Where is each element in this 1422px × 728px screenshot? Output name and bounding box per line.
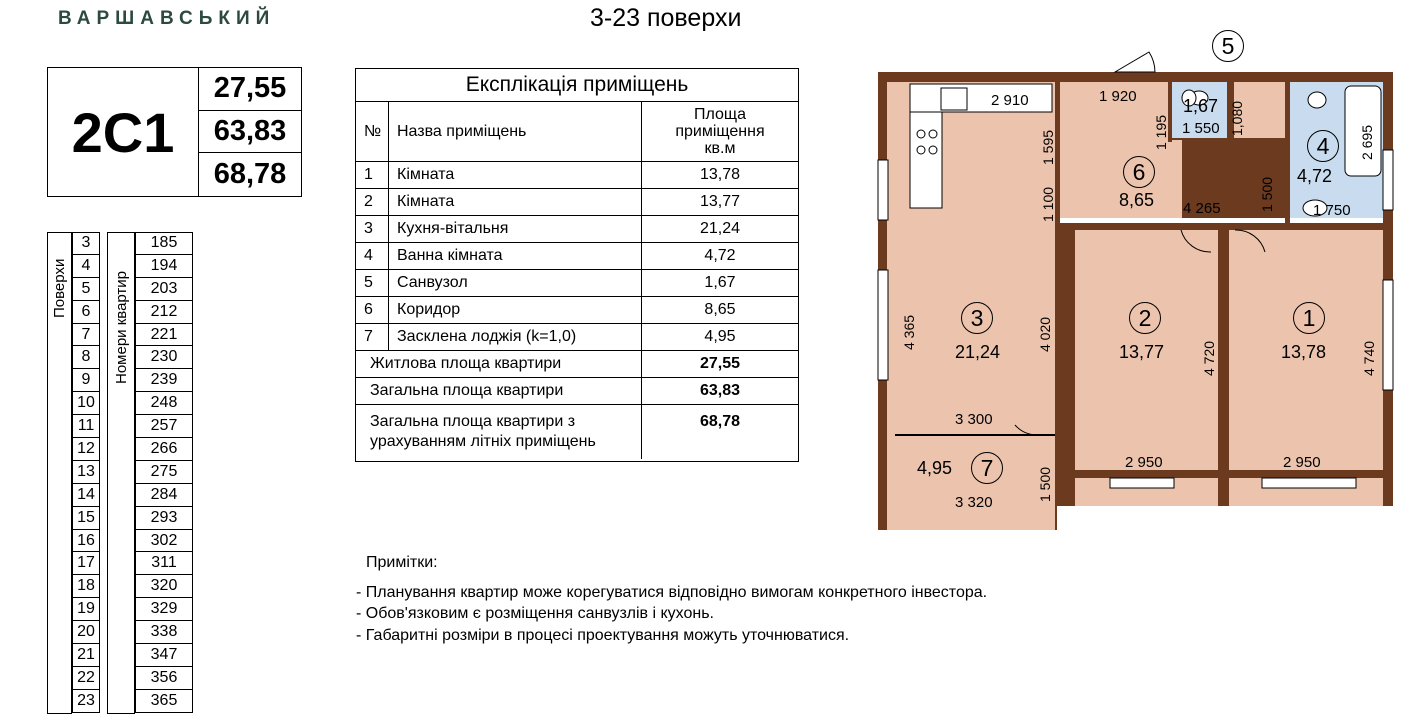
apartment-numbers-column (135, 232, 193, 713)
explication-summary-row (356, 405, 798, 459)
notes-title: Примітки: (366, 554, 438, 571)
room-name: Засклена лоджія (k=1,0) (389, 324, 642, 350)
loggia-area (895, 435, 1055, 532)
room-name: Кімната (389, 162, 642, 188)
dimension-label: 1 195 (1153, 114, 1169, 150)
floor-cell: 9 (73, 369, 99, 392)
inner-wall (1285, 78, 1290, 223)
apartment-code-box (47, 67, 302, 197)
window (1383, 150, 1393, 210)
col-area-header: Площа приміщення кв.м (675, 106, 765, 157)
dimension-label: 4 365 (901, 314, 917, 350)
room-number: 3 (356, 216, 389, 242)
plan-cutout (877, 530, 1057, 540)
room-area: 13,77 (699, 193, 741, 210)
floors-label: Поверхи (51, 258, 68, 318)
dimension-label: 1 750 (1313, 202, 1351, 219)
apartment-number-cell: 329 (136, 598, 192, 621)
total-area-value: 63,83 (199, 111, 301, 154)
room-circle: 2 (1129, 302, 1161, 334)
room-number: 1 (356, 162, 389, 188)
dimension-label: 3 320 (955, 494, 993, 511)
room-area: 4,95 (704, 328, 736, 345)
inner-wall (1182, 138, 1285, 143)
room-number: 4 (356, 243, 389, 269)
explication-table (355, 68, 799, 462)
plan-cutout (1057, 506, 1397, 540)
apartment-number-cell: 356 (136, 667, 192, 690)
room-name: Коридор (389, 297, 642, 323)
floors-table (47, 232, 193, 714)
dimension-label: 1 500 (1037, 466, 1053, 502)
note-item: - Планування квартир може корегуватися відповідно вимогам конкретного інвестора. (356, 583, 988, 601)
dimension-label: 4 265 (1183, 200, 1221, 217)
apartment-number-cell: 302 (136, 530, 192, 553)
dimension-label: 2 695 (1359, 124, 1375, 160)
apartment-number-cell: 257 (136, 415, 192, 438)
room-circle: 7 (971, 452, 1003, 484)
explication-row (356, 216, 798, 243)
explication-header-row (356, 102, 798, 162)
room-circle: 5 (1212, 30, 1244, 62)
apartment-code: 2С1 (71, 100, 175, 164)
explication-row (356, 297, 798, 324)
floor-cell: 18 (73, 575, 99, 598)
apartment-number-cell: 284 (136, 484, 192, 507)
floor-cell: 4 (73, 255, 99, 278)
apartment-number-cell: 320 (136, 575, 192, 598)
notes (356, 552, 987, 646)
kitchen-counter (910, 112, 942, 208)
apartment-number-cell: 230 (136, 346, 192, 369)
apartment-number-cell: 266 (136, 438, 192, 461)
dimension-label: 1 100 (1040, 186, 1056, 222)
room-area: 21,24 (699, 220, 741, 237)
window (878, 270, 888, 380)
dimension-label: 4 740 (1361, 340, 1377, 376)
room-circle: 6 (1123, 156, 1155, 188)
floor-cell: 23 (73, 690, 99, 713)
room-area-label: 13,78 (1281, 342, 1327, 362)
room-number: 5 (356, 270, 389, 296)
dimension-label: 1 595 (1040, 129, 1056, 165)
room-name: Кімната (389, 189, 642, 215)
room-name: Санвузол (389, 270, 642, 296)
apartment-number-cell: 338 (136, 621, 192, 644)
apartment-number-cell: 194 (136, 255, 192, 278)
floor-cell: 7 (73, 324, 99, 347)
dimension-label: 2 910 (991, 92, 1029, 109)
room-circle: 4 (1307, 130, 1339, 162)
window (1110, 478, 1174, 488)
floor-cell: 21 (73, 644, 99, 667)
floor-cell: 14 (73, 484, 99, 507)
dimension-label: 1 500 (1259, 176, 1275, 212)
explication-row (356, 162, 798, 189)
window (878, 160, 888, 220)
room-name: Ванна кімната (389, 243, 642, 269)
floor-cell: 10 (73, 392, 99, 415)
col-name-header: Назва приміщень (389, 102, 642, 161)
toilet (1308, 92, 1326, 108)
floor-cell: 15 (73, 507, 99, 530)
floor-cell: 6 (73, 301, 99, 324)
apartment-number-cell: 203 (136, 278, 192, 301)
floor-cell: 13 (73, 461, 99, 484)
floor-cell: 17 (73, 552, 99, 575)
apartment-areas (198, 68, 301, 196)
col-no-header: № (356, 102, 389, 161)
inner-wall (1218, 223, 1229, 476)
apartment-number-cell: 275 (136, 461, 192, 484)
apartment-number-cell: 311 (136, 552, 192, 575)
apartment-number-cell: 185 (136, 232, 192, 255)
apartment-number-cell: 212 (136, 301, 192, 324)
room-number: 6 (356, 297, 389, 323)
kitchen-counter (910, 84, 1052, 112)
room-number: 7 (356, 324, 389, 350)
inner-wall (1067, 470, 1383, 478)
room-area: 1,67 (704, 274, 736, 291)
summary-label: Загальна площа квартири з урахуванням літніх приміщень (356, 405, 642, 459)
dimension-label: 4 720 (1201, 340, 1217, 376)
floor-cell: 19 (73, 598, 99, 621)
apartment-number-cell: 248 (136, 392, 192, 415)
room-area: 8,65 (704, 301, 736, 318)
floor-cell: 16 (73, 530, 99, 553)
room-area: 13,78 (699, 166, 741, 183)
summary-label: Загальна площа квартири (356, 378, 642, 404)
apartment-number-cell: 239 (136, 369, 192, 392)
total-area-summer-value: 68,78 (213, 157, 287, 190)
explication-title: Експлікація приміщень (356, 69, 798, 102)
note-item: - Габаритні розміри в процесі проектування можуть уточнюватися. (356, 626, 850, 644)
floor-plan (877, 30, 1397, 540)
summary-value: 63,83 (699, 382, 741, 399)
explication-row (356, 189, 798, 216)
inner-wall (1067, 223, 1075, 476)
floor-cell: 3 (73, 232, 99, 255)
dimension-label: 4 020 (1037, 316, 1053, 352)
room-area-label: 13,77 (1119, 342, 1165, 362)
floor-cell: 11 (73, 415, 99, 438)
explication-row (356, 324, 798, 351)
plan-cutout (1106, 40, 1166, 72)
summary-value: 68,78 (699, 413, 741, 430)
explication-summary-row (356, 378, 798, 405)
room-area-label: 4,72 (1297, 166, 1333, 186)
floor-cell: 20 (73, 621, 99, 644)
apartment-number-cell: 221 (136, 324, 192, 347)
living-area-value: 27,55 (199, 68, 301, 111)
apartment-number-cell: 365 (136, 690, 192, 713)
floor-cell: 8 (73, 346, 99, 369)
floors-title: 3-23 поверхи (590, 4, 742, 32)
brand-title: ВАРШАВСЬКИЙ (58, 8, 276, 29)
apartment-number-cell: 347 (136, 644, 192, 667)
dimension-label: 2 950 (1283, 454, 1321, 471)
room-area-label: 1,67 (1183, 96, 1219, 116)
floors-column (72, 232, 100, 713)
dimension-label: 3 300 (955, 411, 993, 428)
apartment-number-cell: 293 (136, 507, 192, 530)
dimension-label: 1 920 (1099, 88, 1137, 105)
room-area-label: 21,24 (955, 342, 1001, 362)
room-number: 2 (356, 189, 389, 215)
dimension-label: 1,080 (1229, 100, 1245, 136)
summary-value: 27,55 (699, 355, 741, 372)
numbers-label: Номери квартир (113, 270, 130, 384)
floor-cell: 22 (73, 667, 99, 690)
room-circle: 3 (961, 302, 993, 334)
explication-row (356, 243, 798, 270)
note-item: - Обов'язковим є розміщення санвузлів і кухонь. (356, 605, 714, 622)
dimension-label: 1 550 (1182, 120, 1220, 137)
floor-cell: 5 (73, 278, 99, 301)
room-area-label: 4,95 (917, 458, 953, 478)
explication-row (356, 270, 798, 297)
room-area: 4,72 (704, 247, 736, 264)
window (1383, 280, 1393, 390)
explication-summary-row (356, 351, 798, 378)
room-area-label: 8,65 (1119, 190, 1155, 210)
summary-label: Житлова площа квартири (356, 351, 642, 377)
room-name: Кухня-вітальня (389, 216, 642, 242)
window (1262, 478, 1356, 488)
floor-cell: 12 (73, 438, 99, 461)
hall-area (1168, 140, 1182, 220)
room-circle: 1 (1293, 302, 1325, 334)
dimension-label: 2 950 (1125, 454, 1163, 471)
